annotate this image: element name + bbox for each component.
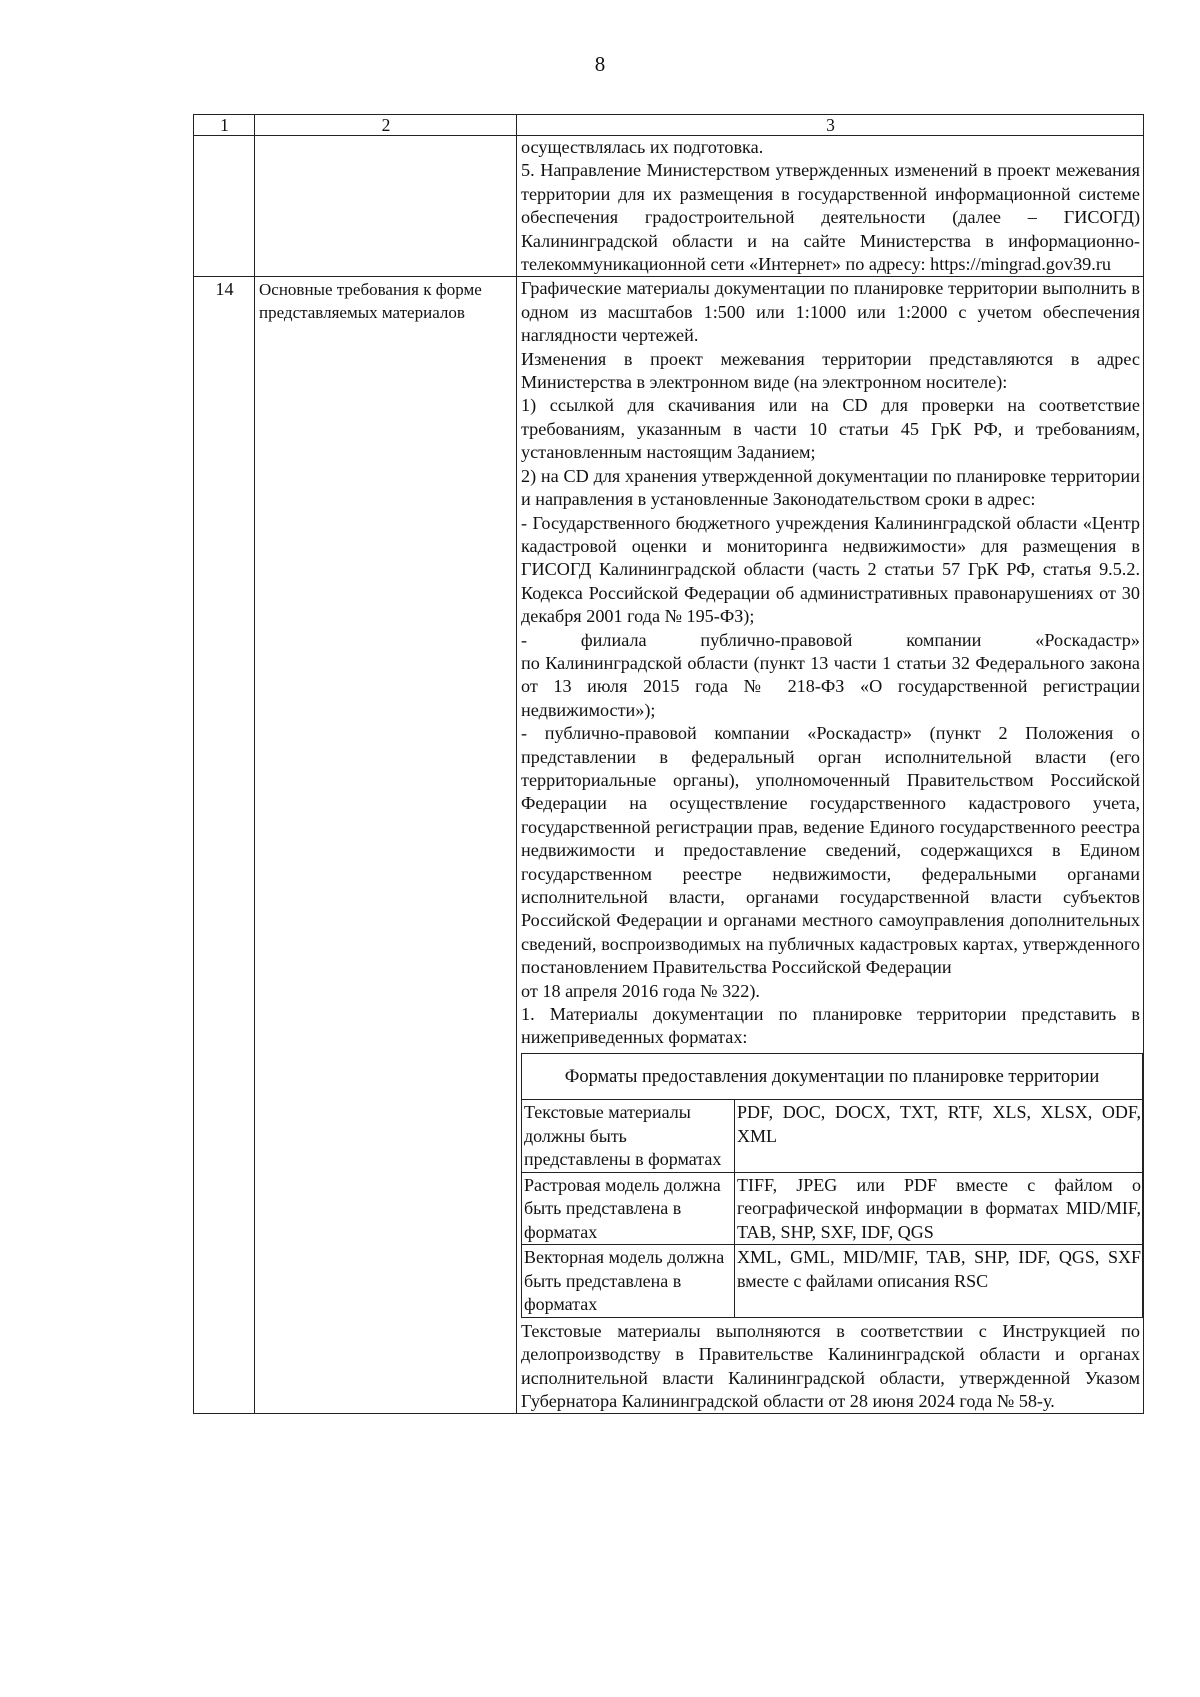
continuation-label-cell <box>255 136 517 277</box>
formats-row-label: Векторная модель должна быть представлена в форматах <box>522 1245 735 1318</box>
paragraph-closing: Текстовые материалы выполняются в соответствии с Инструкцией по делопроизводству в Правительстве Калининградской области и органах исполнительной власти Калининградской области, утвержденной Указом Губернатора Калининградской области от 28 июня 2024 года № 58-у. <box>521 1320 1140 1412</box>
header-cell-3: 3 <box>517 115 1144 136</box>
formats-table-title: Форматы предоставления документации по планировке территории <box>522 1053 1143 1100</box>
formats-table <box>521 1053 1143 1318</box>
row-label: Основные требования к форме представляемых материалов <box>255 277 517 1414</box>
requirements-table <box>193 114 1144 1414</box>
paragraph-graphic-materials: Графические материалы документации по планировке территории выполнить в одном из масштабов 1:500 или 1:1000 или 1:2000 с учетом обеспечения наглядности чертежей. <box>521 278 1140 346</box>
header-cell-2: 2 <box>255 115 517 136</box>
row-number: 14 <box>194 277 255 1414</box>
formats-row-label: Растровая модель должна быть представлена в форматах <box>522 1172 735 1245</box>
paragraph-item-2: 2) на CD для хранения утвержденной документации по планировке территории и направления в установленные Законодательством сроки в адрес: <box>521 465 1140 510</box>
formats-table-title-row <box>522 1053 1143 1100</box>
paragraph-item-1: 1) ссылкой для скачивания или на CD для проверки на соответствие требованиям, указанным в части 10 статьи 45 ГрК РФ, и требованиям, установленным настоящим Заданием; <box>521 395 1140 463</box>
continuation-number-cell <box>194 136 255 277</box>
page-number: 8 <box>594 52 606 76</box>
paragraph-roskadastr-end: от 18 апреля 2016 года № 322). <box>521 980 760 1001</box>
formats-row-value: PDF, DOC, DOCX, TXT, RTF, XLS, XLSX, ODF, XML <box>735 1100 1143 1173</box>
continuation-row <box>194 136 1144 277</box>
formats-row-text <box>522 1100 1143 1173</box>
header-cell-1: 1 <box>194 115 255 136</box>
table-row-14 <box>194 277 1144 1414</box>
continuation-line-1: осуществлялась их подготовка. <box>521 137 764 157</box>
paragraph-filial-first-line: - филиала публично-правовой компании «Роскадастр» <box>521 629 1140 650</box>
paragraph-filial-rest: по Калининградской области (пункт 13 части 1 статьи 32 Федерального закона от 13 июля 2015 года № 218-ФЗ «О государственной регистрации недвижимости»); <box>521 652 1140 720</box>
formats-row-label: Текстовые материалы должны быть представлены в форматах <box>522 1100 735 1173</box>
formats-row-raster <box>522 1172 1143 1245</box>
continuation-content-cell <box>517 136 1144 277</box>
row-content <box>517 277 1144 1414</box>
table-header-row <box>194 115 1144 136</box>
paragraph-gbu: - Государственного бюджетного учреждения Калининградской области «Центр кадастровой оценки и мониторинга недвижимости» для размещения в ГИСОГД Калининградской области (часть 2 статьи 57 ГрК РФ, статья 9.5.2. Кодекса Российской Федерации об административных правонарушениях от 30 декабря 2001 года № 195-ФЗ); <box>521 512 1140 627</box>
formats-row-value: TIFF, JPEG или PDF вместе с файлом о географической информации в форматах MID/MIF, TAB, SHP, SXF, IDF, QGS <box>735 1172 1143 1245</box>
paragraph-roskadastr: - публично-правовой компании «Роскадастр» (пункт 2 Положения о представлении в федеральный орган исполнительной власти (его территориальные органы), уполномоченный Правительством Российской Федерации на осуществление государственного кадастрового учета, государственной регистрации прав, ведение Единого государственного реестра недвижимости и предоставление сведений, содержащихся в Едином государственном реестре недвижимости, федеральными органами исполнительной власти, органами государственной власти субъектов Российской Федерации и органами местного самоуправления дополнительных сведений, воспроизводимых на публичных кадастровых картах, утвержденного постановлением Правительства Российской Федерации <box>521 723 1140 978</box>
paragraph-materials-intro: 1. Материалы документации по планировке территории представить в нижеприведенных форматах: <box>521 1004 1140 1048</box>
formats-row-value: XML, GML, MID/MIF, TAB, SHP, IDF, QGS, SXF вместе с файлами описания RSC <box>735 1245 1143 1318</box>
continuation-line-2: 5. Направление Министерством утвержденных изменений в проект межевания территории для их размещения в государственной информационной системе обеспечения градостроительной деятельности (далее – ГИСОГД) Калининградской области и на сайте Министерства в информационно-телекоммуникационной сети «Интернет» по адресу: https://mingrad.gov39.ru <box>521 160 1140 275</box>
paragraph-electronic-form: Изменения в проект межевания территории представляются в адрес Министерства в электронном виде (на электронном носителе): <box>521 348 1140 393</box>
formats-row-vector <box>522 1245 1143 1318</box>
formats-table-wrap <box>521 1053 1140 1318</box>
